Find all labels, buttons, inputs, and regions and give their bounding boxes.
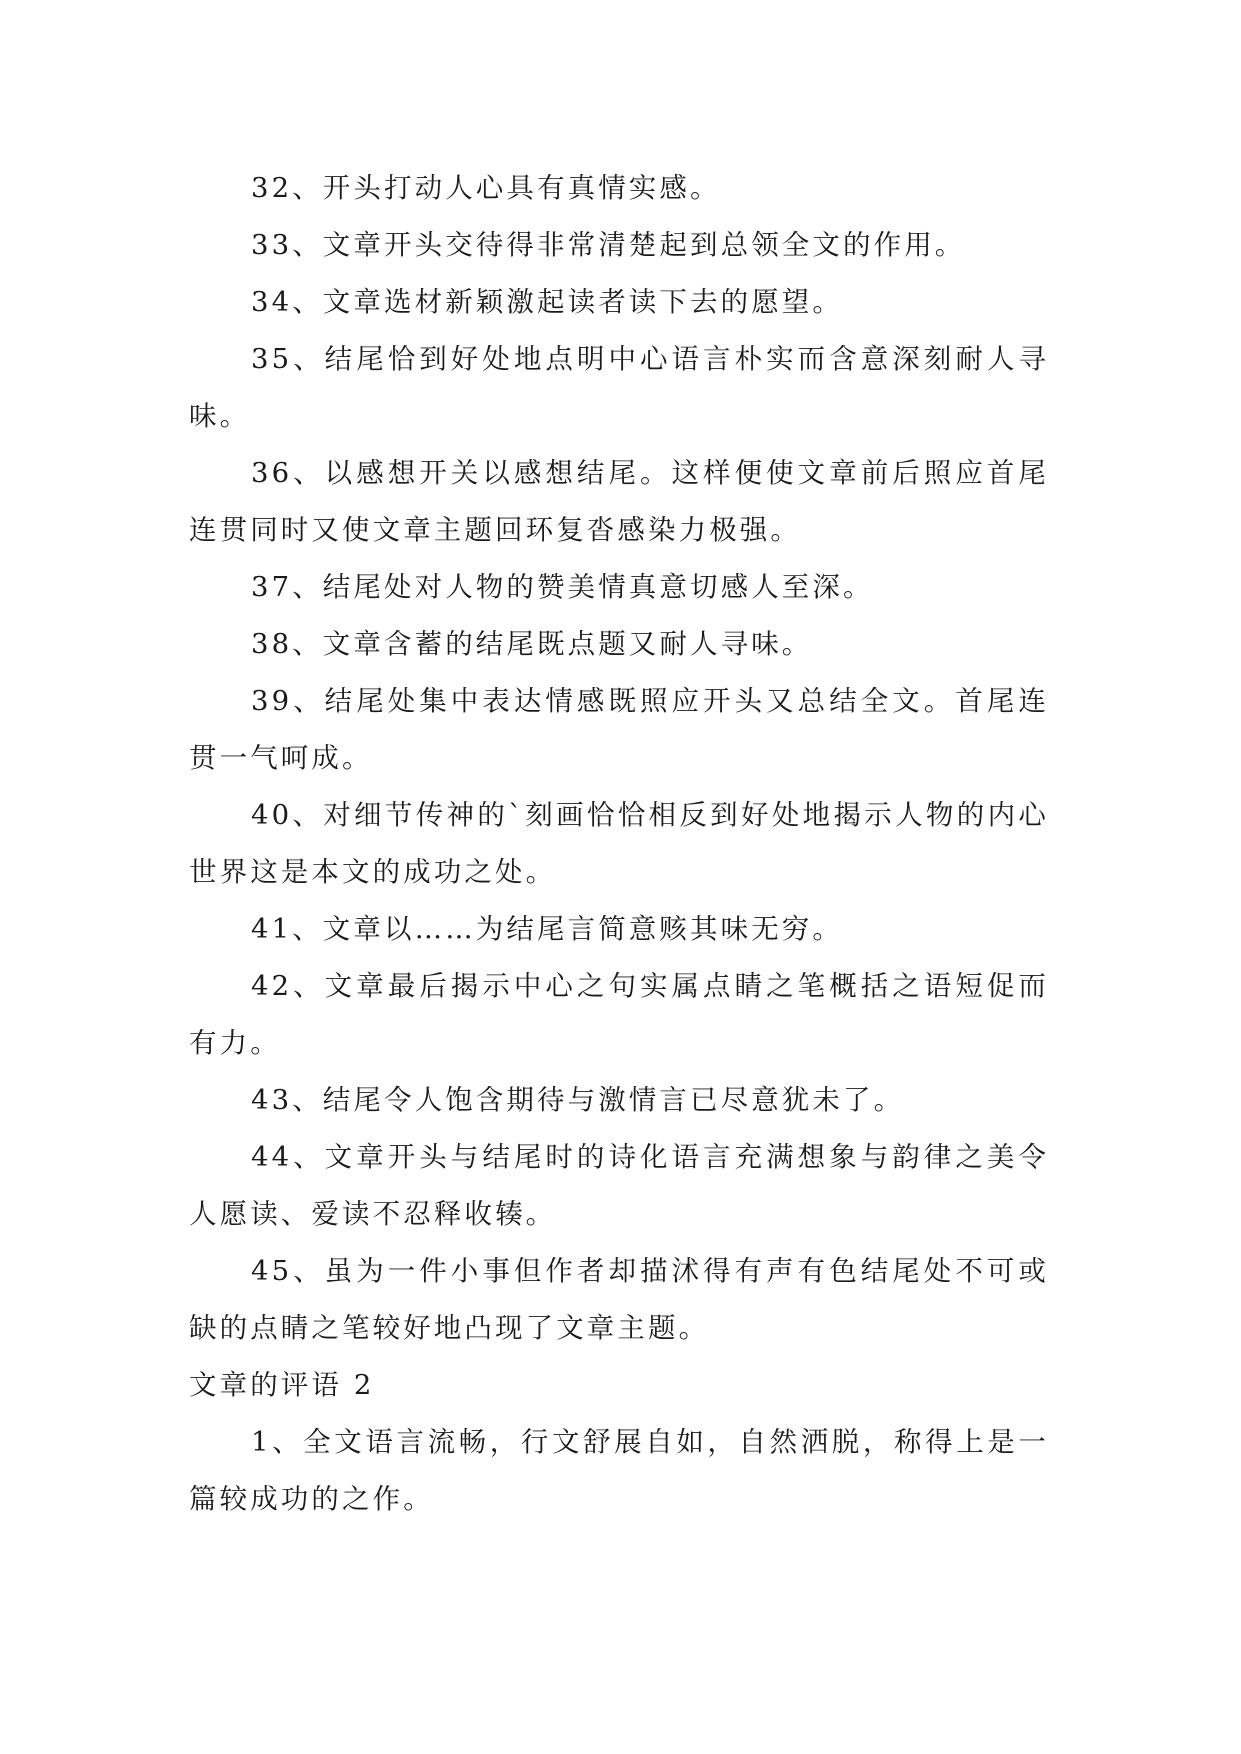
comment-paragraph-33: 33、文章开头交待得非常清楚起到总领全文的作用。: [251, 229, 966, 261]
section-paragraph-1: 1、全文语言流畅，行文舒展自如，自然洒脱，称得上是一篇较成功的之作。: [189, 1426, 1049, 1515]
comment-paragraph-37: 37、结尾处对人物的赞美情真意切感人至深。: [251, 571, 874, 603]
comment-paragraph-38: 38、文章含蓄的结尾既点题又耐人寻味。: [251, 628, 813, 660]
comment-paragraph-44: 44、文章开头与结尾时的诗化语言充满想象与韵律之美令人愿读、爱读不忍释收辏。: [189, 1141, 1049, 1230]
comment-paragraph-34: 34、文章选材新颖激起读者读下去的愿望。: [251, 286, 843, 318]
comment-paragraph-39: 39、结尾处集中表达情感既照应开头又总结全文。首尾连贯一气呵成。: [189, 685, 1049, 774]
comment-paragraph-35: 35、结尾恰到好处地点明中心语言朴实而含意深刻耐人寻味。: [189, 343, 1049, 432]
document-page: [189, 160, 1049, 1528]
comment-paragraph-45: 45、虽为一件小事但作者却描沭得有声有色结尾处不可或缺的点睛之笔较好地凸现了文章主题。: [189, 1255, 1049, 1344]
comment-paragraph-42: 42、文章最后揭示中心之句实属点睛之笔概括之语短促而有力。: [189, 970, 1049, 1059]
comment-paragraph-40: 40、对细节传神的`刻画恰恰相反到好处地揭示人物的内心世界这是本文的成功之处。: [189, 799, 1049, 888]
comment-paragraph-36: 36、以感想开关以感想结尾。这样便使文章前后照应首尾连贯同时又使文章主题回环复沓感染力极强。: [189, 457, 1049, 546]
comment-paragraph-41: 41、文章以……为结尾言简意赅其味无穷。: [251, 913, 843, 945]
comment-paragraph-32: 32、开头打动人心具有真情实感。: [251, 172, 721, 204]
comment-paragraph-43: 43、结尾令人饱含期待与激情言已尽意犹未了。: [251, 1084, 905, 1116]
section-heading: 文章的评语 2: [189, 1369, 375, 1401]
